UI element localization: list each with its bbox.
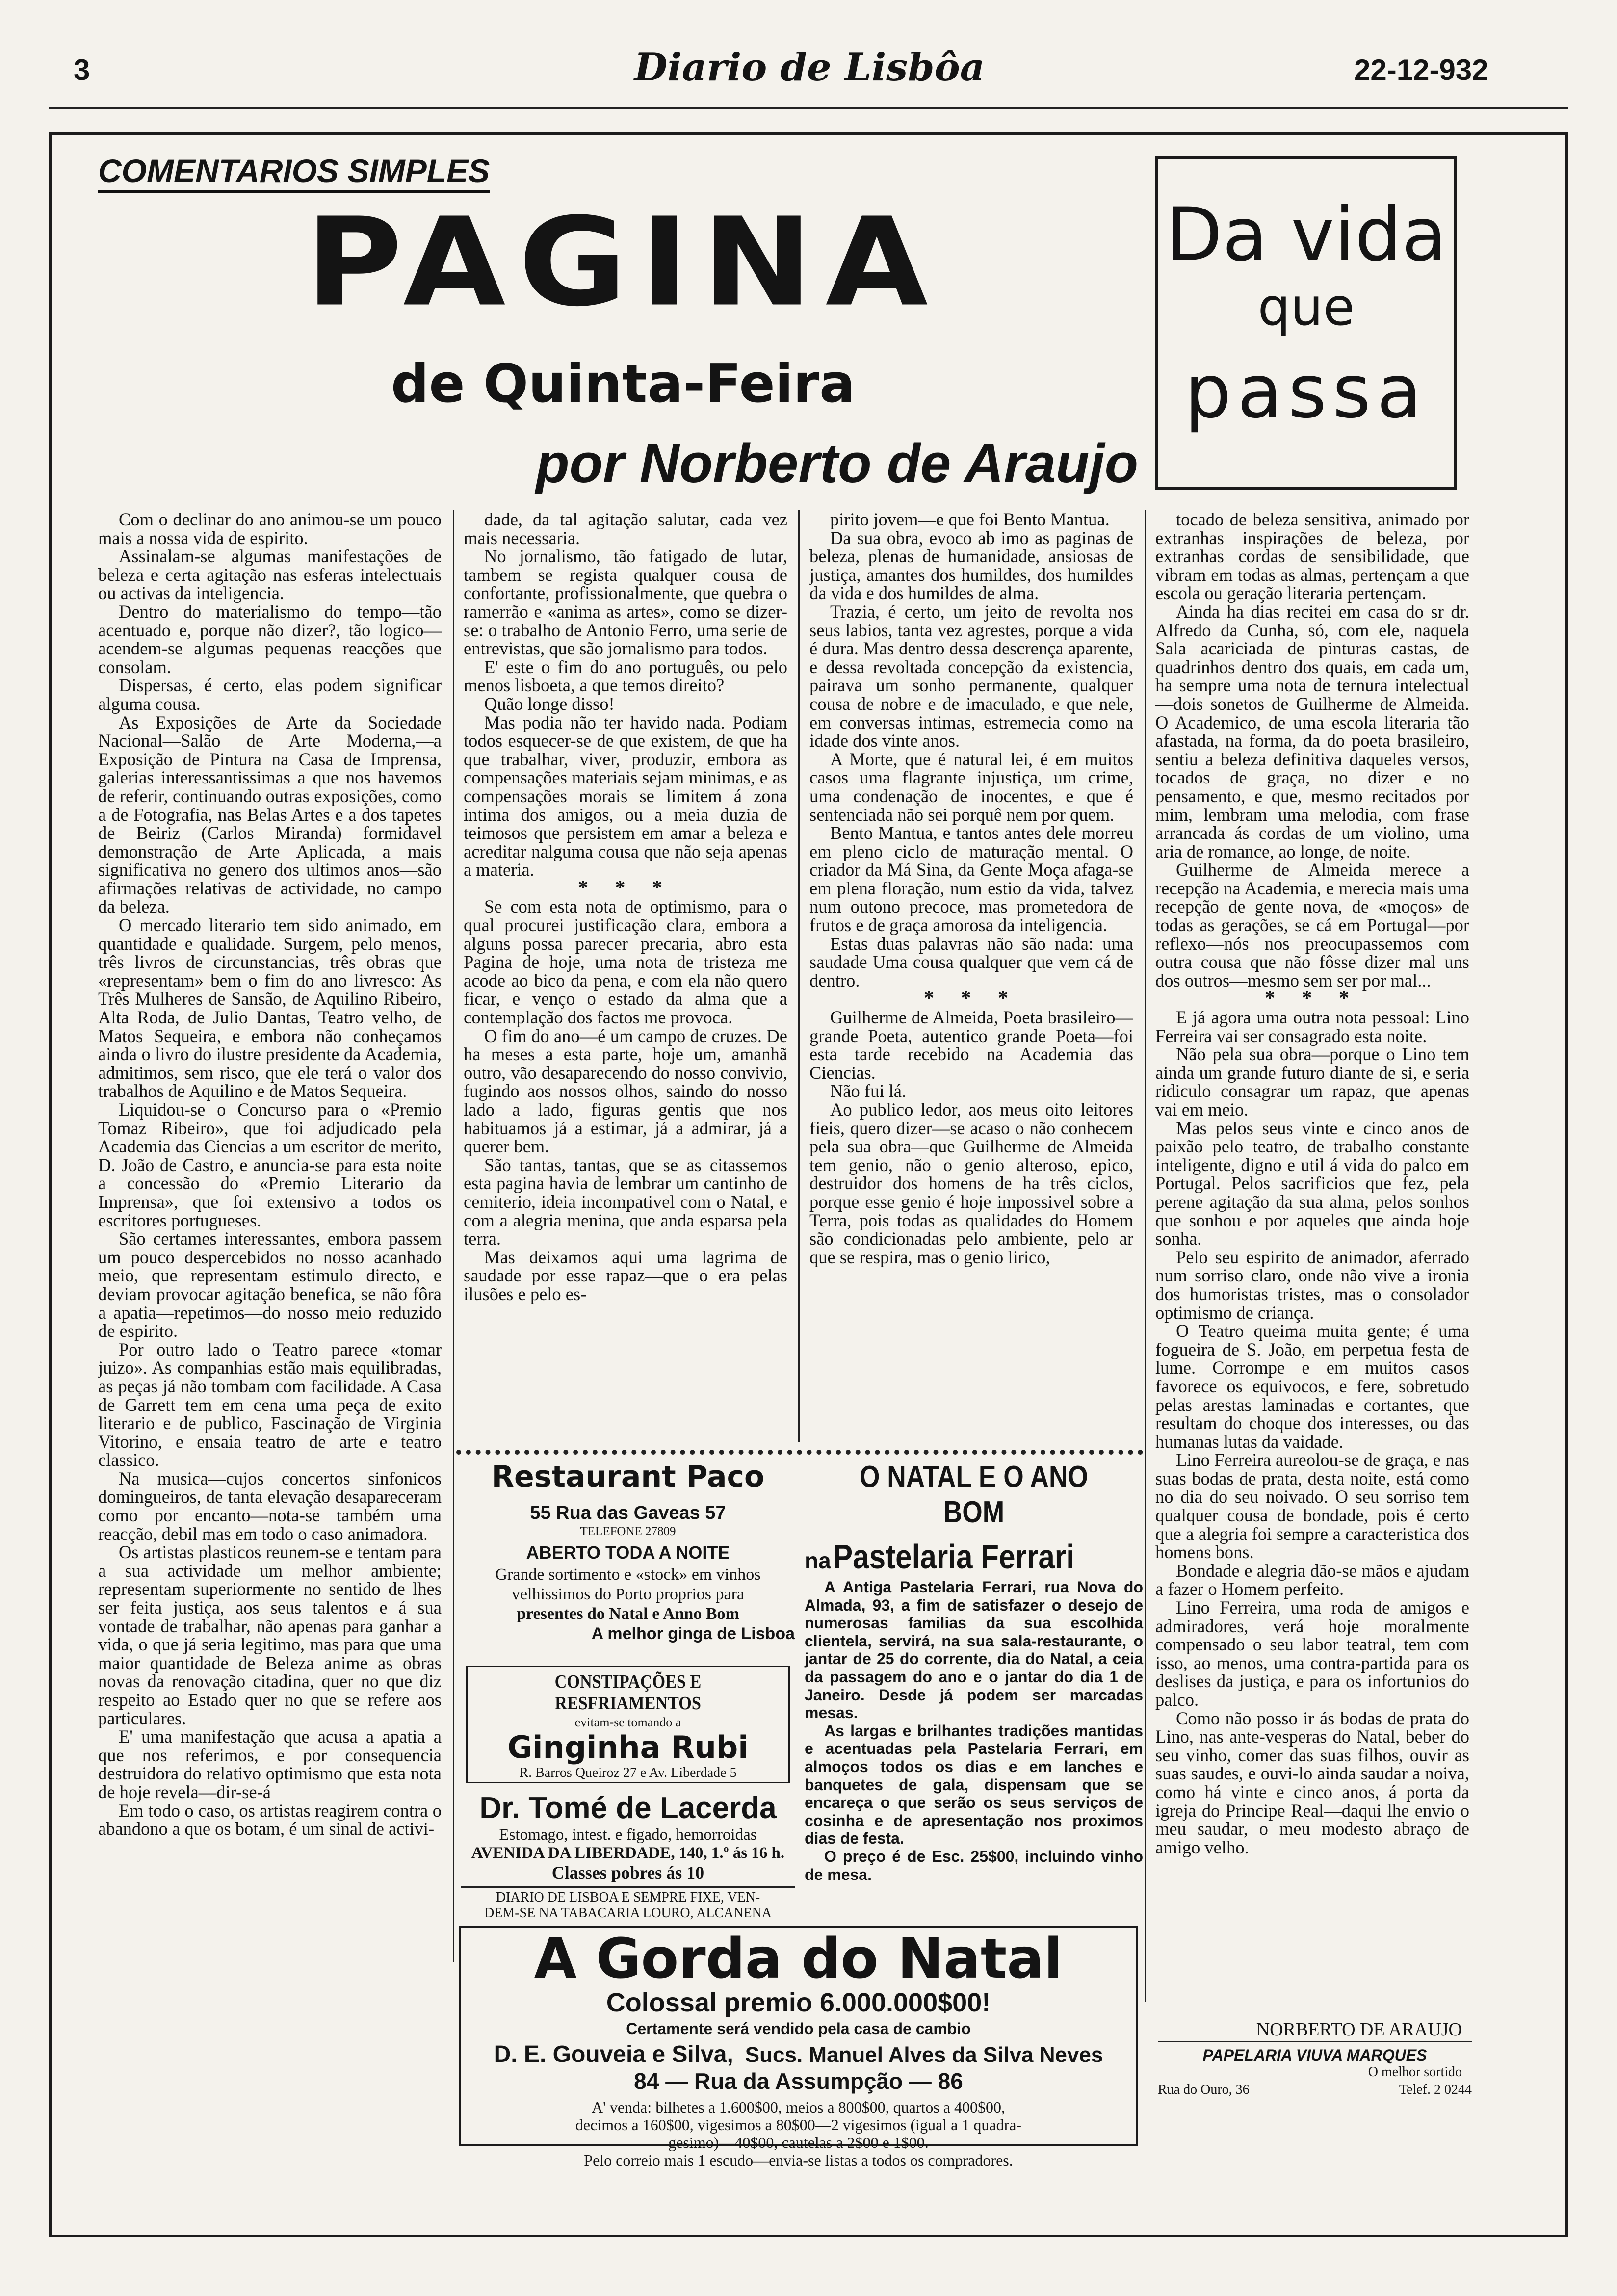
section-separator: * * * — [1265, 987, 1360, 1010]
ad-seller-row — [461, 2041, 1136, 2068]
restaurant-paco-ad — [461, 1460, 795, 1658]
paragraph: Se com esta nota de optimismo, para o qual procurei justificação clara, embora a alguns possa parecer precaria, abro esta Pagina de hoje, uma nota de tristeza me acode ao bico da pena, e com ela não quero ficar, e venço o estado da alma que a contemplação dos factos me provoca. — [464, 896, 787, 1028]
gorda-do-natal-ad — [459, 1926, 1138, 2169]
ad-address: 84 — Rua da Assumpção — 86 — [634, 2068, 963, 2094]
paragraph: Mas deixamos aqui uma lagrima de saudade por esse rapaz—que o era pelas ilusões e pelo es- — [464, 1247, 787, 1304]
ad-title: A Gorda do Natal — [534, 1927, 1063, 1991]
ad-seller: D. E. Gouveia e Silva, — [494, 2041, 733, 2067]
ad-body: As largas e brilhantes tradições mantidas e acentuadas pela Pastelaria Ferrari, em almoços todos os dias e em lanches e banquetes de gala, dispensam que se encareça o que serão os seus serviços de cosinha e de apresentação nos proximos dias de festa. — [805, 1722, 1143, 1848]
ad-successor: Sucs. Manuel Alves da Silva Neves — [745, 2043, 1103, 2067]
ad-title: Pastelaria Ferrari — [833, 1538, 1074, 1576]
dr-lacerda-ad — [461, 1791, 795, 1884]
ad-prefix: na — [805, 1548, 831, 1573]
subheadline: de Quinta-Feira — [391, 353, 855, 415]
pastelaria-ferrari-ad — [805, 1460, 1143, 1921]
column-rule-3 — [1145, 510, 1146, 2002]
paragraph: Lino Ferreira aureolou-se de graça, e nas suas bodas de prata, desta noite, está como no dia do seu noivado. O seu sorriso tem qualquer cousa de bondade, pois é certo que a alegria foi sempre a caracteristica dos homens bons. — [1155, 1450, 1469, 1563]
kicker: COMENTARIOS SIMPLES — [98, 152, 490, 193]
paragraph: Lino Ferreira, uma roda de amigos e admiradores, verá hoje moralmente compensado o seu labor teatral, tem com isso, ao menos, uma contra-partida para os deslises da justiça, e para os infortunios do palco. — [1155, 1597, 1469, 1710]
section-title-line3: passa — [1184, 349, 1428, 435]
ginginha-rubi-ad — [466, 1666, 790, 1783]
paragraph: Por outro lado o Teatro parece «tomar juizo». As companhias estão mais equilibradas, as peças já não tombam com facilidade. A Casa de Garrett tem em cena uma peça de exito literario e de publico, Fascinação de Virginia Vitorino, e ensaia teatro de arte e teatro classico. — [98, 1339, 442, 1470]
paragraph: Quão longe disso! — [484, 693, 615, 714]
column-rule-2 — [798, 510, 800, 1442]
section-separator: * * * — [578, 876, 673, 899]
ad-contact-row — [1158, 2082, 1472, 2098]
ad-text: Certamente será vendido pela casa de cambio — [626, 2020, 971, 2037]
ad-address: Rua do Ouro, 36 — [1158, 2082, 1250, 2097]
paragraph: No jornalismo, tão fatigado de lutar, tambem se regista qualquer cousa de confortante, profissionalmente, que quebra o ramerrão e «anima as artes», como se dizer-se: o trabalho de Antonio Ferro, uma serie de entrevistas, que são jornalismo para todos. — [464, 546, 787, 659]
ad-text: Grande sortimento e «stock» em vinhos — [495, 1565, 761, 1584]
section-separator: * * * — [924, 987, 1019, 1010]
ad-address: 55 Rua das Gaveas 57 — [530, 1503, 726, 1523]
ad-text: Classes pobres ás 10 — [551, 1863, 704, 1882]
ad-body: A Antiga Pastelaria Ferrari, rua Nova do Almada, 93, a fim de satisfazer o desejo de numerosas familias da sua escolhida clientela, servirá, na sua sala-restaurante, o jantar de 25 do corrente, dia do Natal, a ceia da passagem do ano e o jantar do dia 1 de Janeiro. Desde já podem ser marcadas mesas. — [805, 1578, 1143, 1722]
ad-text: DEM-SE NA TABACARIA LOURO, ALCANENA — [484, 1905, 772, 1921]
paragraph: A Morte, que é natural lei, é em muitos casos uma flagrante injustiça, um crime, uma condenação de inocentes, e que é sentenciada não sei porquê nem por quem. — [809, 749, 1133, 825]
article-column-1 — [98, 510, 442, 2213]
ad-phone: Telef. 2 0244 — [1399, 2082, 1472, 2097]
ad-heading: CONSTIPAÇÕES E RESFRIAMENTOS — [554, 1671, 702, 1714]
paragraph: Bento Mantua, e tantos antes dele morreu em pleno ciclo de maturação mental. O criador da Má Sina, da Gente Moça afaga-se em plena floração, num estio da vida, talvez num outono precoce, mas prometedora de frutos e de graça amorosa da inteligencia. — [809, 823, 1133, 936]
paragraph: Estas duas palavras não são nada: uma saudade Uma cousa qualquer que vem cá de dentro. — [809, 933, 1133, 991]
ad-separator-rule — [456, 1450, 1143, 1455]
paragraph: Não fui lá. — [830, 1081, 907, 1101]
ad-text: DIARIO DE LISBOA E SEMPRE FIXE, VEN- — [496, 1890, 760, 1905]
ad-prices: A' venda: bilhetes a 1.600$00, meios a 800$00, quartos a 400$00, — [592, 2098, 1005, 2116]
ad-title: Ginginha Rubi — [507, 1729, 749, 1765]
issue-date: 22-12-932 — [1354, 53, 1488, 86]
paragraph: E já agora uma outra nota pessoal: Lino Ferreira vai ser consagrado esta noite. — [1155, 1007, 1469, 1046]
signature: NORBERTO DE ARAUJO — [1256, 2019, 1462, 2040]
paragraph: Ao publico ledor, aos meus oito leitores fieis, quero dizer—se acaso o não conhecem pela sua obra—que Guilherme de Almeida tem genio, não o genio alteroso, epico, destruidor dos homens de ha três ciclos, porque esse genio é hoje impossivel sobre a Terra, pois todas as qualidades do Homem são condicionadas pelo ambiente, pelo ar que se respira, mas o genio lirico, — [809, 1099, 1133, 1267]
paragraph: E' uma manifestação que acusa a apatia a que nos referimos, e por consequencia destruidora do relativo optimismo que esta nota de hoje revela—dir-se-á — [98, 1726, 442, 1802]
paragraph: dade, da tal agitação salutar, cada vez mais necessaria. — [464, 510, 787, 548]
paragraph: Pelo seu espirito de animador, aferrado num sorriso claro, onde não vive a ironia dos humoristas tristes, mas o consolador optimismo de criança. — [1155, 1247, 1469, 1323]
paragraph: O fim do ano—é um campo de cruzes. De ha meses a esta parte, hoje um, amanhã outro, vão desaparecendo do nosso convivio, fugindo aos nossos olhos, saindo do nosso lado a lado, figuras gentis que nos habituamos já a estimar, já a admirar, já a querer bem. — [464, 1025, 787, 1157]
paragraph: Dentro do materialismo do tempo—tão acentuado e, porque não dizer?, tão logico—acendem-se algumas pequenas reacções que consolam. — [98, 601, 442, 677]
paragraph: Da sua obra, evoco ab imo as paginas de beleza, plenas de humanidade, ansiosas de justiça, amantes dos humildes, dos humildes da vida e dos humildes de alma. — [809, 527, 1133, 603]
paragraph: Com o declinar do ano animou-se um pouco mais a nossa vida de espirito. — [98, 510, 442, 548]
ad-title: Dr. Tomé de Lacerda — [479, 1791, 777, 1825]
paragraph: As Exposições de Arte da Sociedade Nacional—Salão de Arte Moderna,—a Exposição de Pintura na Casa de Imprensa, galerias interessantissimas a que nos havemos de referir, continuando outras exposições, como a de Fotografia, nas Belas Artes e a dos tapetes de Beiriz (Carlos Miranda) formidavel demonstração de Arte Aplicada, a mais significativa no genero dos ultimos anos—são afirmações relativas de actividade, no campo da beleza. — [98, 712, 442, 917]
ad-address: R. Barros Queiroz 27 e Av. Liberdade 5 — [519, 1765, 737, 1780]
section-box — [1155, 156, 1457, 490]
paragraph: Mas podia não ter havido nada. Podiam todos esquecer-se de que existem, de que ha que trabalhar, viver, produzir, embora as compensações materiais sejam minimas, e as compensações morais se limitem á zona intima dos amigos, ou a meia duzia de teimosos que persistem em amar a beleza e acreditar nalguma cousa que não seja apenas a materia. — [464, 712, 787, 880]
ad-prize: Colossal premio 6.000.000$00! — [606, 1988, 991, 2017]
paragraph: Bondade e alegria dão-se mãos e ajudam a fazer o Homem perfeito. — [1155, 1560, 1469, 1599]
paragraph: Os artistas plasticos reunem-se e tentam para a sua actividade um melhor ambiente; representam superiormente no sentido de lhes ser feita justiça, aos seus talentos e á sua vontade de trabalhar, não apenas para ganhar a vida, o que já seria legitimo, mas para que uma maior quantidade de Beleza anime as obras novas da renovação citadina, quer no que diz respeito ao Estado quer no que se refere aos particulares. — [98, 1542, 442, 1728]
ad-headline: O NATAL E O ANO BOM — [859, 1460, 1089, 1529]
ad-tagline: O melhor sortido — [1368, 2064, 1462, 2080]
paragraph: pirito jovem—e que foi Bento Mantua. — [830, 510, 1110, 529]
paragraph: Guilherme de Almeida, Poeta brasileiro—grande Poeta, autentico grande Poeta—foi esta tarde recebido na Academia das Ciencias. — [809, 1007, 1133, 1083]
ad-title: Restaurant Paco — [491, 1460, 765, 1494]
paragraph: São tantas, tantas, que se as citassemos esta pagina havia de lembrar um cantinho de cemiterio, ideia incompativel com o Natal, e com a alegria menina, que anda esparsa pela terra. — [464, 1154, 787, 1249]
paragraph: tocado de beleza sensitiva, animado por extranhas inspirações de beleza, por extranhas cordas de sensibilidade, que vibram em todas as almas, pertençam a que escola ou geração literaria pertençam. — [1155, 510, 1469, 603]
ad-footer: Pelo correio mais 1 escudo—envia-se listas a todos os compradores. — [584, 2151, 1013, 2169]
newspaper-title: Diario de Lisbôa — [634, 45, 985, 90]
paragraph: Assinalam-se algumas manifestações de beleza e certa agitação nas esferas intelectuais ou activas da inteligencia. — [98, 546, 442, 603]
ad-text: Estomago, intest. e figado, hemorroidas — [499, 1826, 757, 1844]
paragraph: E' este o fim do ano português, ou pelo menos lisboeta, a que temos direito? — [464, 656, 787, 696]
ad-text: presentes do Natal e Anno Bom — [517, 1605, 739, 1623]
papelaria-marques-ad — [1158, 2041, 1472, 2098]
masthead-rule — [49, 107, 1568, 109]
headline: PAGINA — [305, 191, 941, 334]
paragraph: Dispersas, é certo, elas podem significar alguma cousa. — [98, 675, 442, 714]
paragraph: Trazia, é certo, um jeito de revolta nos seus labios, tanta vez agrestes, porque a vida é dura. Mas dentro dessa descrença aparente, e dessa revoltada concepção da existencia, pairava um sonho permanente, qualquer cousa de nobre e de imaculado, e que nele, em conversas intimas, estremecia como na idade dos vinte anos. — [809, 601, 1133, 751]
ad-price: O preço é de Esc. 25$00, incluindo vinho de mesa. — [805, 1847, 1143, 1883]
paragraph: Ainda ha dias recitei em casa do sr dr. Alfredo da Cunha, só, com ele, naquela Sala acariciada de pinturas castas, de quadrinhos dentro dos quais, em cada um, ha sempre uma nota de ternura intelectual—dois sonetos de Guilherme de Almeida. O Academico, de uma escola literaria tão afastada, na forma, da do poeta brasileiro, sentiu a beleza definitiva daqueles versos, tocados de graça, no dizer e no pensamento, e que, mesmo recitados por mim, lembram uma melodia, com frase arrancada ás cordas de um violino, uma aria de romance, ao longe, de noite. — [1155, 601, 1469, 861]
ad-title: PAPELARIA VIUVA MARQUES — [1202, 2046, 1427, 2064]
ad-text: velhissimos do Porto proprios para — [511, 1585, 745, 1603]
paragraph: Liquidou-se o Concurso para o «Premio Tomaz Ribeiro», que foi adjudicado pela Academia das Ciencias a um escritor de merito, D. João de Castro, e anuncia-se para esta noite a concessão do «Premio Literario da Imprensa», que foi extensivo a todos os escritores portugueses. — [98, 1099, 442, 1230]
paragraph: Em todo o caso, os artistas reagirem contra o abandono a que os botam, é um sinal de activi- — [98, 1800, 442, 1839]
paragraph: Mas pelos seus vinte e cinco anos de paixão pelo teatro, de trabalho constante inteligente, digno e util á vida do palco em Portugal. Pelos sacrificios que fez, pela perene agitação da sua alma, pelos sonhos que sonhou e por aqueles que ainda hoje sonha. — [1155, 1118, 1469, 1249]
ad-title-row — [805, 1537, 1143, 1576]
paragraph: O Teatro queima muita gente; é uma fogueira de S. João, em perpetua festa de lume. Corrompe e em muitos casos favorece os equivocos, e fere, sobretudo pelas arestas laminadas e cortantes, que resultam do choque dos interesses, ou das humanas lutas da vaidade. — [1155, 1321, 1469, 1452]
paragraph: São certames interessantes, embora passem um pouco despercebidos no nosso acanhado meio, que representam estimulo directo, e deviam provocar agitação benefica, se não fôra a apatia—repetimos—do nosso meio reduzido de espirito. — [98, 1228, 442, 1341]
ad-phone: TELEFONE 27809 — [580, 1525, 676, 1538]
ad-text: AVENIDA DA LIBERDADE, 140, 1.º ás 16 h. — [471, 1844, 785, 1862]
paragraph: Como não posso ir ás bodas de prata do Lino, nas ante-vesperas do Natal, beber do seu vinho, comer das suas filhos, ouvir as suas saudes, e ouvi-lo ainda saudar a noiva, como há vinte e cinco anos, á porta da igreja do Principe Real—daqui lhe envio o meu saudar, o meu modesto abraço de amigo velho. — [1155, 1708, 1469, 1857]
tabacaria-louro-ad — [461, 1886, 795, 1921]
ad-prices: gesimo)—40$00, cautelas a 2$00 e 1$00. — [668, 2134, 929, 2151]
paragraph: Na musica—cujos concertos sinfonicos domingueiros, de tanta elevação desapareceram como por encanto—nota-se também uma reacção, debil mas em todo o caso animadora. — [98, 1468, 442, 1544]
ad-text: evitam-se tomando a — [574, 1715, 681, 1729]
paragraph: O mercado literario tem sido animado, em quantidade e qualidade. Surgem, pelo menos, três livros de circunstancias, três obras que «representam» bem o fim do ano livresco: As Três Mulheres de Sansão, de Aquilino Ribeiro, Alta Roda, de Julio Dantas, Teatro velho, de Matos Sequeira, e embora não conheçamos ainda o livro do ilustre presidente da Academia, admitimos, sem risco, que ele terá o valor dos trabalhos de Aquilino e de Matos Sequeira. — [98, 915, 442, 1101]
ad-hours: ABERTO TODA A NOITE — [526, 1542, 730, 1563]
article-column-2 — [464, 510, 787, 1442]
article-column-3 — [809, 510, 1133, 1442]
ad-text: A melhor ginga de Lisboa — [591, 1624, 795, 1643]
ad-prices: decimos a 160$00, vigesimos a 80$00—2 vigesimos (igual a 1 quadra- — [575, 2116, 1022, 2134]
section-title-line1: Da vida — [1166, 192, 1447, 278]
paragraph: Guilherme de Almeida merece a recepção na Academia, e merecia mais uma recepção de gente nova, de «moços» de todas as gerações, se cá em Portugal—por reflexo—nós nos preocupassemos com outra cousa que não fôsse dizer mal uns dos outros—mesmo sem ser por mal... — [1155, 860, 1469, 991]
byline: por Norberto de Araujo — [536, 433, 1138, 494]
section-title-line2: que — [1257, 277, 1355, 337]
article-column-4 — [1155, 510, 1469, 2002]
paragraph: Não pela sua obra—porque o Lino tem ainda um grande futuro diante de si, e seria ridiculo consagrar um rapaz, que apenas vai em meio. — [1155, 1044, 1469, 1120]
page-number: 3 — [74, 53, 90, 86]
column-rule-1 — [453, 510, 454, 1962]
